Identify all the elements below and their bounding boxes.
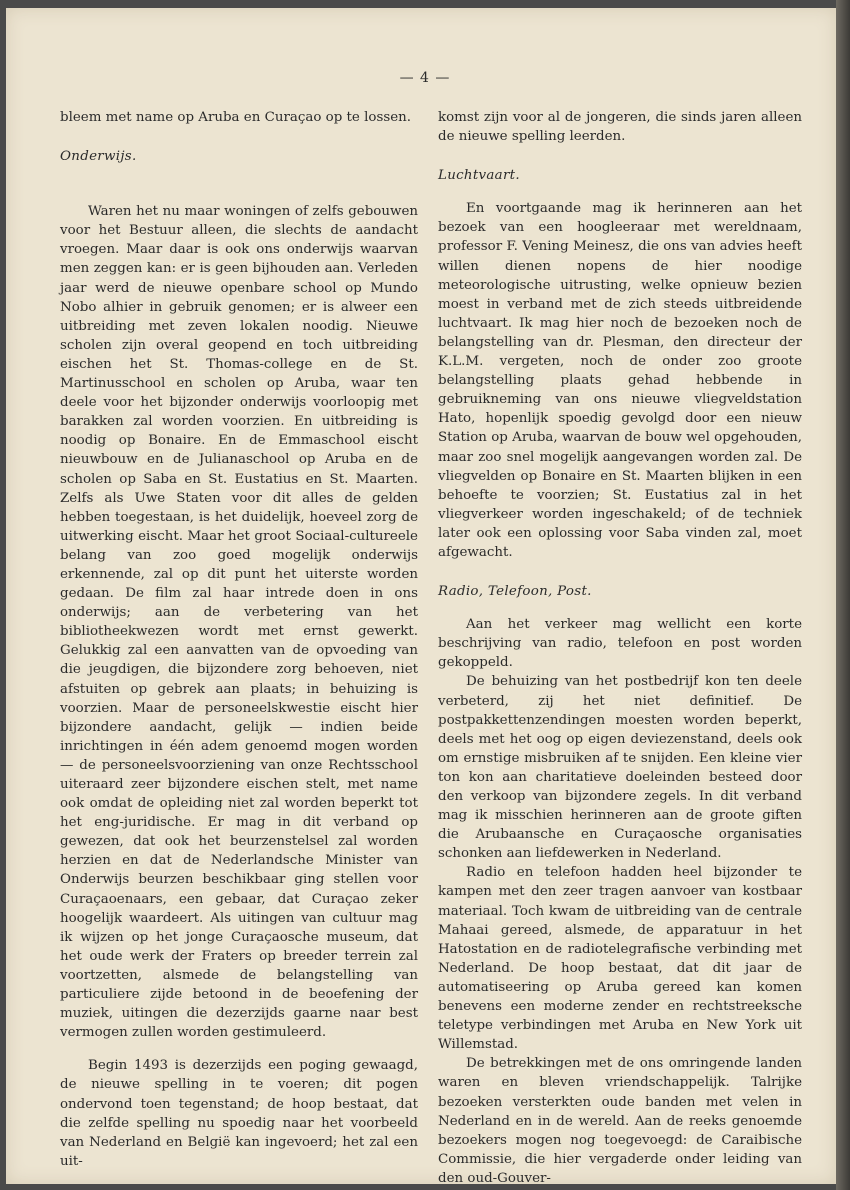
luchtvaart-paragraph: En voortgaande mag ik herinneren aan het bezoek van een hoogleeraar met wereldnaam, professor F. Vening Meinesz, die ons van advies heeft willen dienen nopens de hier noodige meteorologische uitrusting, welke opnieuw bezien moest in verband met de zich steeds uitbreidende luchtvaart. Ik mag hier noch de bezoeken noch de belangstelling van dr. Plesman, den directeur der K.L.M. vergeten, noch de onder zoo groote belangstelling plaats gehad hebbende in gebruikneming van ons nieuwe vliegveldstation Hato, hopenlijk spoedig gevolgd door een nieuw Station op Aruba, waarvan de bouw wel opgehouden, maar zoo snel mogelijk aangevangen worden zal. De vliegvelden op Bonaire en St. Maarten blijken in een behoefte te voorzien; St. Eustatius zal in het vliegverkeer worden ingeschakeld; of de techniek later ook een oplossing voor Saba vinden zal, moet afgewacht.	[438, 201, 802, 560]
heading-luchtvaart: Luchtvaart.	[438, 168, 520, 184]
onderwijs-paragraph: Waren het nu maar woningen of zelfs gebouwen voor het Bestuur alleen, die slechts de aandacht vroegen. Maar daar is ook ons onderwijs waarvan men zeggen kan: er is geen bijhouden aan. Verleden jaar werd de nieuwe openbare school op Mundo Nobo alhier in gebruik genomen; er is alweer een uitbreiding met zeven lokalen noodig. Nieuwe scholen zijn overal geopend en toch uitbreiding eischen het St. Thomas-college en de St. Martinusschool en scholen op Aruba, waar ten deele voor het bijzonder onderwijs voorloopig met barakken zal worden voorzien. En uitbreiding is noodig op Bonaire. En de Emmaschool eischt nieuwbouw en de Julianaschool op Aruba en de scholen op Saba en St. Eustatius en St. Maarten. Zelfs als Uwe Staten voor dit alles de gelden hebben toegestaan, is het duidelijk, hoeveel zorg de uitwerking eischt. Maar het groot Sociaal-cultureele belang van zoo goed mogelijk onderwijs erkennende, zal op dit punt het uiterste worden gedaan. De film zal haar intrede doen in ons onderwijs; aan de verbetering van het bibliotheekwezen wordt met ernst gewerkt. Gelukkig zal een aanvatten van de opvoeding van die jeugdigen, die bijzondere zorg behoeven, niet afstuiten op gebrek aan plaats; in behuizing is voorzien. Maar de personeelskwestie eischt hier bijzondere aandacht, gelijk — indien beide inrichtingen in één adem genoemd mogen worden — de personeelsvoorziening van onze Rechtsschool uiteraard zeer bijzondere eischen stelt, met name ook omdat de opleiding niet zal worden beperkt tot het eng-juridische. Er mag in dit verband op gewezen, dat ook het beurzenstelsel zal worden herzien en dat de Nederlandsche Minister van Onderwijs beurzen beschikbaar ging stellen voor Curaçaoenaars, een gebaar, dat Curaçao zeker hoogelijk waardeert. Als uitingen van cultuur mag ik wijzen op het jonge Curaçaosche museum, dat het oude werk der Fraters op breeder terrein zal voortzetten, alsmede de belangstelling van particuliere zijde betoond in de beoefening der muziek, uitingen die dezerzijds gaarne naar best vermogen zullen worden gestimuleerd.	[60, 204, 418, 1041]
heading-radio-telefoon-post: Radio, Telefoon, Post.	[438, 584, 592, 600]
left-paragraph-continued: bleem met name op Aruba en Curaçao op te lossen.	[60, 110, 412, 125]
radio-telefoon-paragraph: Radio en telefoon hadden heel bijzonder te kampen met den zeer tragen aanvoer van kostbaar materiaal. Toch kwam de uitbreiding van de centrale Mahaai gereed, alsmede, de apparatuur in het Hatostation en de radiotelegrafische verbinding met Nederland. De hoop bestaat, dat dit jaar de automatiseering op Aruba gereed kan komen benevens een moderne zender en rechtstreeksche teletype verbindingen met Aruba en New York uit Willemstad.	[438, 865, 802, 1053]
page-edge	[836, 0, 850, 1190]
right-paragraph-continued: komst zijn voor al de jongeren, die sinds jaren alleen de nieuwe spelling leerden.	[438, 110, 802, 145]
right-column	[438, 108, 802, 1188]
radio-intro-paragraph: Aan het verkeer mag wellicht een korte beschrijving van radio, telefoon en post worden gekoppeld.	[438, 617, 802, 671]
postbedrijf-paragraph: De behuizing van het postbedrijf kon ten deele verbeterd, zij het niet definitief. De postpakkettenzendingen moesten worden beperkt, deels met het oog op eigen deviezenstand, deels ook om ernstige misbruiken af te snijden. Een kleine vier ton kon aan charitatieve doeleinden besteed door den verkoop van bijzondere zegels. In dit verband mag ik misschien herinneren aan de groote giften die Arubaansche en Curaçaosche organisaties schonken aan liefdewerken in Nederland.	[438, 674, 802, 862]
betrekkingen-paragraph: De betrekkingen met de ons omringende landen waren en bleven vriendschappelijk. Talrijke bezoeken versterkten oude banden met velen in Nederland en in de wereld. Aan de reeks genoemde bezoekers mogen nog toegevoegd: de Caraibische Commissie, die hier vergaderde onder leiding van den oud-Gouver-	[438, 1056, 802, 1186]
spelling-paragraph: Begin 1493 is dezerzijds een poging gewaagd, de nieuwe spelling in te voeren; dit pogen ondervond toen tegenstand; de hoop bestaat, dat die zelfde spelling nu spoedig naar het voorbeeld van Nederland en België kan ingevoerd; het zal een uit-	[60, 1058, 418, 1169]
left-column	[60, 108, 418, 1171]
page-number: — 4 —	[399, 70, 451, 86]
heading-onderwijs: Onderwijs.	[60, 149, 137, 165]
